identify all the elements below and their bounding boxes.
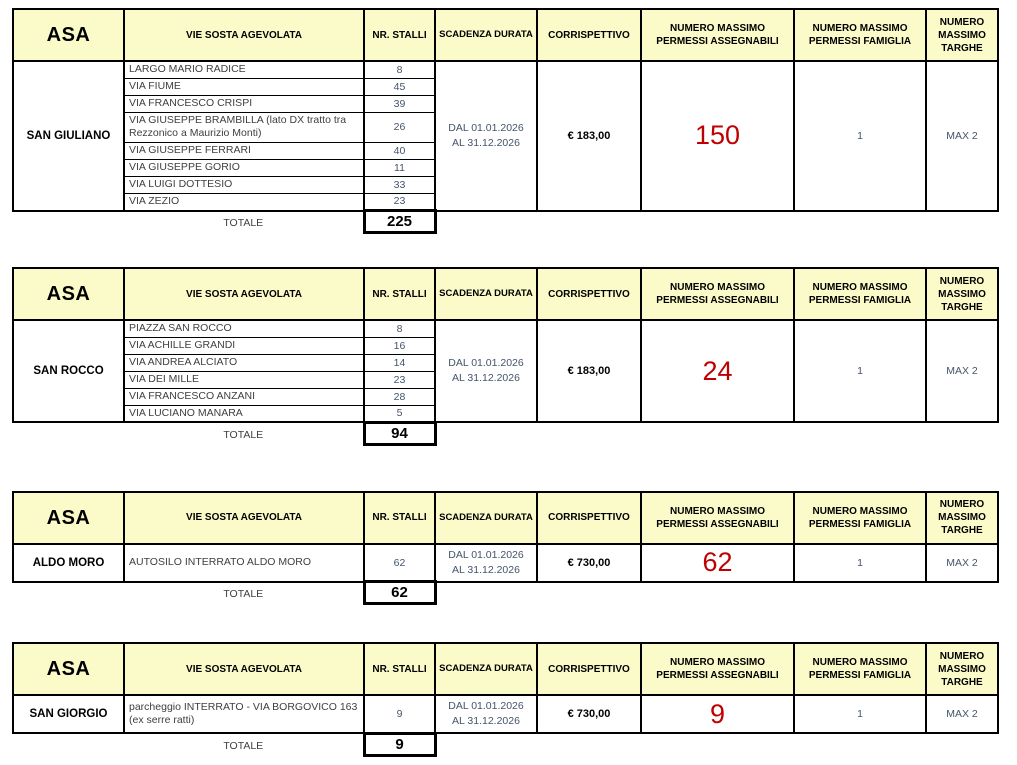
street-row <box>13 544 998 582</box>
stalli-cell: 14 <box>364 354 435 371</box>
stalli-cell: 8 <box>364 61 435 78</box>
street-name-cell: parcheggio INTERRATO - VIA BORGOVICO 163 (ex serre ratti) <box>124 695 364 733</box>
col-header-stalli: NR. STALLI <box>364 492 435 544</box>
stalli-cell: 5 <box>364 405 435 422</box>
col-header-vie: VIE SOSTA AGEVOLATA <box>124 492 364 544</box>
stalli-cell: 26 <box>364 112 435 142</box>
street-name-cell: VIA ZEZIO <box>124 193 364 210</box>
totale-spacer <box>435 211 998 233</box>
family-permits-value: 1 <box>794 61 926 211</box>
totale-spacer <box>13 582 124 604</box>
header-row <box>13 9 998 61</box>
totale-spacer <box>13 211 124 233</box>
col-header-corrispettivo: CORRISPETTIVO <box>537 492 641 544</box>
col-header-vie: VIE SOSTA AGEVOLATA <box>124 268 364 320</box>
col-header-scadenza: SCADENZA DURATA <box>435 643 537 695</box>
zone-name: ALDO MORO <box>13 544 124 582</box>
street-name-cell: VIA ACHILLE GRANDI <box>124 337 364 354</box>
stalli-cell: 39 <box>364 95 435 112</box>
totale-spacer <box>435 733 998 755</box>
col-header-stalli: NR. STALLI <box>364 9 435 61</box>
max-plates-value: MAX 2 <box>926 320 998 422</box>
totale-label: TOTALE <box>223 588 264 601</box>
street-name-cell: PIAZZA SAN ROCCO <box>124 320 364 337</box>
col-header-permessi: NUMERO MASSIMO PERMESSI ASSEGNABILI <box>641 9 794 61</box>
max-permits-value: 150 <box>641 61 794 211</box>
street-row <box>13 61 998 78</box>
col-header-permessi: NUMERO MASSIMO PERMESSI ASSEGNABILI <box>641 492 794 544</box>
totale-spacer <box>13 733 124 755</box>
family-permits-value: 1 <box>794 544 926 582</box>
stalli-cell: 33 <box>364 176 435 193</box>
scadenza-value <box>435 320 537 422</box>
header-row <box>13 268 998 320</box>
street-name-cell: VIA DEI MILLE <box>124 371 364 388</box>
stalli-cell: 11 <box>364 159 435 176</box>
col-header-targhe: NUMERO MASSIMO TARGHE <box>926 643 998 695</box>
scadenza-value <box>435 544 537 582</box>
totale-label: TOTALE <box>223 739 264 752</box>
totale-spacer <box>435 582 998 604</box>
scadenza-dal: DAL 01.01.2026 <box>448 356 524 369</box>
col-header-famiglia: NUMERO MASSIMO PERMESSI FAMIGLIA <box>794 492 926 544</box>
family-permits-value: 1 <box>794 695 926 733</box>
totale-spacer <box>13 422 124 444</box>
max-permits-value: 62 <box>641 544 794 582</box>
scadenza-value <box>435 61 537 211</box>
col-header-famiglia: NUMERO MASSIMO PERMESSI FAMIGLIA <box>794 268 926 320</box>
asa-table-aldo-moro <box>12 491 999 606</box>
street-name-cell: AUTOSILO INTERRATO ALDO MORO <box>124 544 364 582</box>
col-header-permessi: NUMERO MASSIMO PERMESSI ASSEGNABILI <box>641 643 794 695</box>
col-header-famiglia: NUMERO MASSIMO PERMESSI FAMIGLIA <box>794 9 926 61</box>
zone-name: SAN ROCCO <box>13 320 124 422</box>
stalli-cell: 28 <box>364 388 435 405</box>
max-plates-value: MAX 2 <box>926 61 998 211</box>
scadenza-dal: DAL 01.01.2026 <box>448 700 524 713</box>
corrispettivo-value: € 183,00 <box>537 320 641 422</box>
street-row <box>13 320 998 337</box>
col-header-asa: ASA <box>13 9 124 61</box>
header-row <box>13 492 998 544</box>
stalli-cell: 9 <box>364 695 435 733</box>
scadenza-dal: DAL 01.01.2026 <box>448 121 524 134</box>
stalli-cell: 16 <box>364 337 435 354</box>
col-header-scadenza: SCADENZA DURATA <box>435 9 537 61</box>
scadenza-al: AL 31.12.2026 <box>452 563 520 576</box>
col-header-targhe: NUMERO MASSIMO TARGHE <box>926 9 998 61</box>
asa-table-san-rocco <box>12 267 999 446</box>
corrispettivo-value: € 730,00 <box>537 695 641 733</box>
scadenza-value <box>435 695 537 733</box>
scadenza-al: AL 31.12.2026 <box>452 136 520 149</box>
corrispettivo-value: € 730,00 <box>537 544 641 582</box>
street-name-cell: VIA LUCIANO MANARA <box>124 405 364 422</box>
header-row <box>13 643 998 695</box>
col-header-scadenza: SCADENZA DURATA <box>435 268 537 320</box>
street-name-cell: VIA GIUSEPPE BRAMBILLA (lato DX tratto tra Rezzonico a Maurizio Monti) <box>124 112 364 142</box>
col-header-scadenza: SCADENZA DURATA <box>435 492 537 544</box>
asa-table-san-giuliano <box>12 8 999 234</box>
max-plates-value: MAX 2 <box>926 695 998 733</box>
street-name-cell: VIA FIUME <box>124 78 364 95</box>
col-header-corrispettivo: CORRISPETTIVO <box>537 643 641 695</box>
stalli-cell: 8 <box>364 320 435 337</box>
totale-label: TOTALE <box>223 428 264 441</box>
col-header-famiglia: NUMERO MASSIMO PERMESSI FAMIGLIA <box>794 643 926 695</box>
col-header-asa: ASA <box>13 492 124 544</box>
zone-name: SAN GIULIANO <box>13 61 124 211</box>
totale-row <box>13 733 998 755</box>
totale-value: 9 <box>364 733 435 755</box>
totale-value: 94 <box>364 422 435 444</box>
street-name-cell: VIA LUIGI DOTTESIO <box>124 176 364 193</box>
totale-spacer <box>435 422 998 444</box>
stalli-cell: 23 <box>364 371 435 388</box>
scadenza-al: AL 31.12.2026 <box>452 372 520 385</box>
totale-label: TOTALE <box>223 217 264 230</box>
totale-row <box>13 582 998 604</box>
stalli-cell: 40 <box>364 142 435 159</box>
stalli-cell: 45 <box>364 78 435 95</box>
street-name-cell: LARGO MARIO RADICE <box>124 61 364 78</box>
stalli-cell: 23 <box>364 193 435 210</box>
street-name-cell: VIA GIUSEPPE FERRARI <box>124 142 364 159</box>
col-header-asa: ASA <box>13 643 124 695</box>
max-permits-value: 9 <box>641 695 794 733</box>
col-header-targhe: NUMERO MASSIMO TARGHE <box>926 268 998 320</box>
max-permits-value: 24 <box>641 320 794 422</box>
street-row <box>13 695 998 733</box>
scadenza-dal: DAL 01.01.2026 <box>448 548 524 561</box>
max-plates-value: MAX 2 <box>926 544 998 582</box>
zone-name: SAN GIORGIO <box>13 695 124 733</box>
street-name-cell: VIA GIUSEPPE GORIO <box>124 159 364 176</box>
col-header-vie: VIE SOSTA AGEVOLATA <box>124 643 364 695</box>
family-permits-value: 1 <box>794 320 926 422</box>
totale-value: 225 <box>364 211 435 233</box>
stalli-cell: 62 <box>364 544 435 582</box>
col-header-stalli: NR. STALLI <box>364 643 435 695</box>
col-header-vie: VIE SOSTA AGEVOLATA <box>124 9 364 61</box>
street-name-cell: VIA FRANCESCO ANZANI <box>124 388 364 405</box>
col-header-corrispettivo: CORRISPETTIVO <box>537 9 641 61</box>
col-header-targhe: NUMERO MASSIMO TARGHE <box>926 492 998 544</box>
corrispettivo-value: € 183,00 <box>537 61 641 211</box>
col-header-permessi: NUMERO MASSIMO PERMESSI ASSEGNABILI <box>641 268 794 320</box>
street-name-cell: VIA ANDREA ALCIATO <box>124 354 364 371</box>
scadenza-al: AL 31.12.2026 <box>452 715 520 728</box>
asa-table-san-giorgio <box>12 642 999 757</box>
totale-row <box>13 211 998 233</box>
street-name-cell: VIA FRANCESCO CRISPI <box>124 95 364 112</box>
col-header-corrispettivo: CORRISPETTIVO <box>537 268 641 320</box>
totale-value: 62 <box>364 582 435 604</box>
col-header-asa: ASA <box>13 268 124 320</box>
totale-row <box>13 422 998 444</box>
col-header-stalli: NR. STALLI <box>364 268 435 320</box>
